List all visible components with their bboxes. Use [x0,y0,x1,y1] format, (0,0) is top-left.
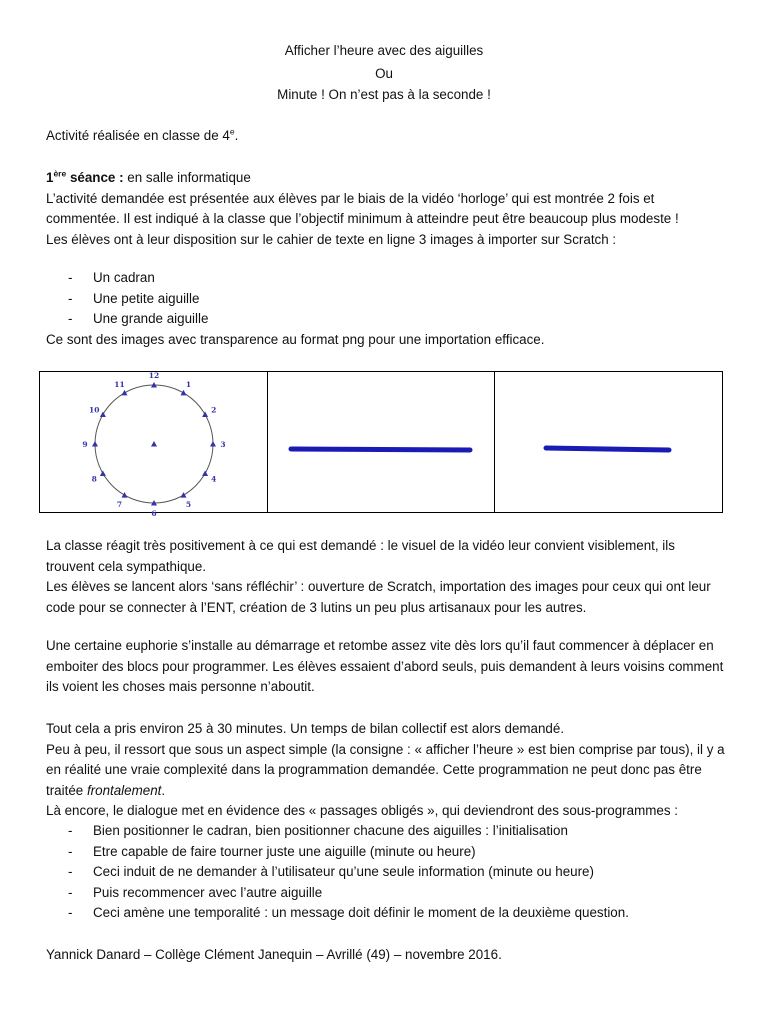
transparency-note: Ce sont des images avec transparence au format png pour une importation efficace. [46,332,545,347]
activity-line [46,126,726,147]
list-item: - Ceci induit de ne demander à l’utilisateur qu’une seule information (minute ou heure) [68,862,629,883]
dial-hour-marker [210,441,216,447]
dial-hour-marker [100,471,106,477]
list-item: - Ceci amène une temporalité : un message doit définir le moment de la deuxième question. [68,903,629,924]
list-item: - Un cadran [68,268,208,289]
dial-hour-marker [202,471,208,477]
time-paragraph: Tout cela a pris environ 25 à 30 minutes. Un temps de bilan collectif est alors demandé. [46,721,565,736]
launch-paragraph: Les élèves se lancent alors ‘sans réfléchir’ : ouverture de Scratch, importation des images pour ceux qui ont leur code pour se connecter à l’ENT, création de 3 lutins un peu plus artisanaux pour les autres. [46,579,711,615]
author-signature: Yannick Danard – Collège Clément Janequin – Avrillé (49) – novembre 2016. [46,947,502,962]
dial-hour-marker [100,412,106,418]
large-hand-image [495,372,722,512]
seance-block [46,168,726,250]
seance-number: 1 [46,170,54,185]
list-item: - Etre capable de faire tourner juste une aiguille (minute ou heure) [68,842,629,863]
progress-emphasis: frontalement [86,782,162,798]
activity-superscript: e [229,126,235,137]
large-hand-image-cell [495,372,722,512]
dial-hour-marker [202,412,208,418]
title-line-3: Minute ! On n’est pas à la seconde ! [277,87,491,102]
seance-label: séance : [66,170,124,185]
seance-heading [46,168,726,189]
seance-location: en salle informatique [123,170,251,185]
dial-number: 12 [148,371,160,380]
dial-hour-marker [181,390,187,396]
list-item: - Puis recommencer avec l’autre aiguille [68,883,629,904]
intro-paragraph: L’activité demandée est présentée aux élèves par le biais de la vidéo ‘horloge’ qui est montrée 2 fois et commentée. Il est indiqué à la classe que l’objectif minimum à atteindre peut être beaucoup plus modeste ! [46,190,679,227]
images-table [39,371,723,518]
small-hand-image-cell [268,372,496,512]
dial-center-marker [151,441,157,447]
small-hand-image [268,372,495,512]
progress-end: . [161,782,166,798]
images-list [68,268,208,330]
euphoria-paragraph: Une certaine euphorie s’installe au démarrage et retombe assez vite dès lors qu’il faut commencer à déplacer en emboiter des blocs pour programmer. Les élèves essaient d’abord seuls, puis demandent à leurs voisins comment ils voient les choses mais personne n’aboutit. [46,638,724,695]
dial-number: 4 [211,474,217,484]
steps-list [68,821,629,924]
dial-number: 3 [220,440,226,449]
title-line-1: Afficher l’heure avec des aiguilles [284,43,484,58]
images-intro: Les élèves ont à leur disposition sur le cahier de texte en ligne 3 images à importer sur Scratch : [46,231,617,247]
dial-number: 2 [211,405,217,415]
dial-hour-marker [122,492,128,498]
dial-number: 11 [114,380,125,390]
dial-hour-marker [122,390,128,396]
dial-hour-marker [92,441,98,447]
review-block [46,719,726,822]
dial-number: 1 [185,380,192,390]
reaction-paragraph: La classe réagit très positivement à ce qui est demandé : le visuel de la vidéo leur convient visiblement, ils trouvent cela sympathique. [46,538,675,574]
list-item: - Une petite aiguille [68,289,208,310]
reaction-block [46,536,726,618]
list-item: - Une grande aiguille [68,309,208,330]
small-hand [291,449,470,450]
dial-number: 5 [185,499,192,509]
dial-hour-marker [181,492,187,498]
progress-text: Peu à peu, il ressort que sous un aspect simple (la consigne : « afficher l’heure » est bien comprise par tous), il y a en réalité une vraie complexité dans la programmation demandée. Cette programmation ne peut donc pas être traitée [46,741,725,798]
title-line-2: Ou [375,66,393,81]
dial-image-cell [40,371,268,518]
dial-number: 10 [89,405,100,415]
dial-number: 7 [116,499,123,509]
list-item: - Bien positionner le cadran, bien positionner chacune des aiguilles : l’initialisation [68,821,629,842]
large-hand [546,448,669,450]
dial-number: 6 [151,509,157,518]
dial-number: 9 [82,440,88,449]
progress-paragraph [46,740,726,802]
activity-text: Activité réalisée en classe de 4 [46,128,230,143]
dialogue-paragraph: Là encore, le dialogue met en évidence des « passages obligés », qui deviendront des sous-programmes : [46,803,678,819]
dial-image [40,371,267,518]
seance-superscript: ère [53,168,67,179]
dial-number: 8 [91,474,97,484]
activity-end: . [234,128,239,143]
